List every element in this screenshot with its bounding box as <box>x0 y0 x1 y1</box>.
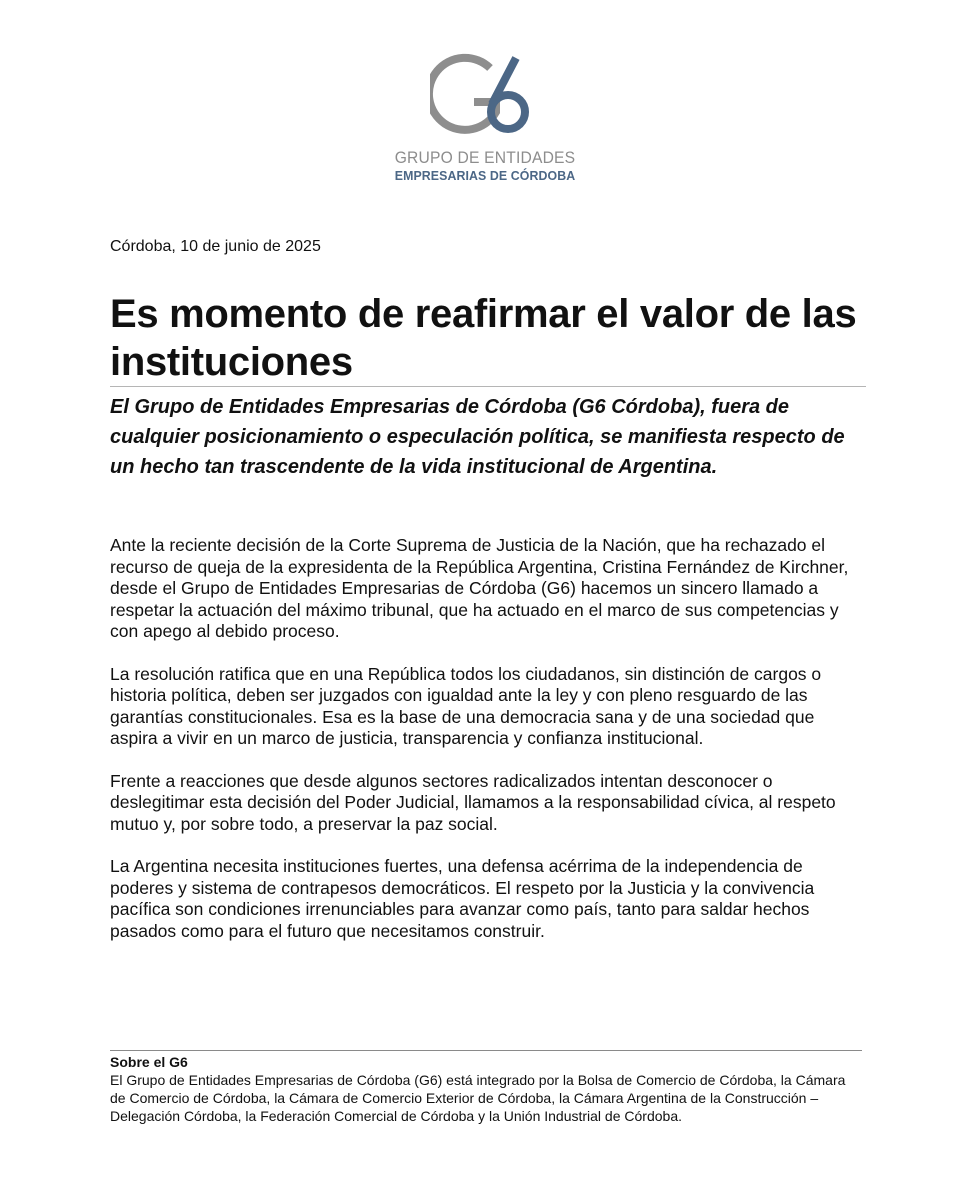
page-title: Es momento de reafirmar el valor de las instituciones <box>110 292 857 384</box>
document-date: Córdoba, 10 de junio de 2025 <box>110 238 321 255</box>
about-text: El Grupo de Entidades Empresarias de Córdoba (G6) está integrado por la Bolsa de Comercio de Córdoba, la Cámara de Comercio de Córdoba, la Cámara de Comercio Exterior de Córdoba, la Cámara Argentina de la Construcción – Delegación Córdoba, la Federación Comercial de Córdoba y la Unión Industrial de Córdoba. <box>110 1072 846 1124</box>
body-paragraph: Frente a reacciones que desde algunos sectores radicalizados intentan desconocer o deslegitimar esta decisión del Poder Judicial, llamamos a la responsabilidad cívica, al respeto mutuo y, por sobre todo, a preservar la paz social. <box>110 770 836 834</box>
g6-emblem-icon <box>430 52 540 144</box>
logo-line-2: EMPRESARIAS DE CÓRDOBA <box>394 168 576 183</box>
body-text <box>110 535 860 963</box>
footer-divider <box>110 1050 862 1051</box>
lead-paragraph: El Grupo de Entidades Empresarias de Córdoba (G6 Córdoba), fuera de cualquier posicionamiento o especulación política, se manifiesta respecto de un hecho tan trascendente de la vida institucional de Argentina. <box>110 396 845 478</box>
body-paragraph: La Argentina necesita instituciones fuertes, una defensa acérrima de la independencia de poderes y sistema de contrapesos democráticos. El respeto por la Justicia y la convivencia pacífica son condiciones irrenunciables para avanzar como país, tanto para saldar hechos pasados como para el futuro que necesitamos construir. <box>110 856 815 941</box>
g6-logo <box>380 52 590 192</box>
body-paragraph: Ante la reciente decisión de la Corte Suprema de Justicia de la Nación, que ha rechazado el recurso de queja de la expresidenta de la República Argentina, Cristina Fernández de Kirchner, desde el Grupo de Entidades Empresarias de Córdoba (G6) hacemos un sincero llamado a respetar la actuación del máximo tribunal, que ha actuado en el marco de sus competencias y con apego al debido proceso. <box>110 535 849 641</box>
title-divider <box>110 386 866 387</box>
logo-line-1: GRUPO DE ENTIDADES <box>394 148 576 167</box>
about-heading: Sobre el G6 <box>110 1054 188 1070</box>
about-section <box>110 1053 862 1125</box>
body-paragraph: La resolución ratifica que en una República todos los ciudadanos, sin distinción de cargos o historia política, deben ser juzgados con igualdad ante la ley y con pleno resguardo de las garantías constitucionales. Esa es la base de una democracia sana y de una sociedad que aspira a vivir en un marco de justicia, transparencia y confianza institucional. <box>110 663 822 748</box>
